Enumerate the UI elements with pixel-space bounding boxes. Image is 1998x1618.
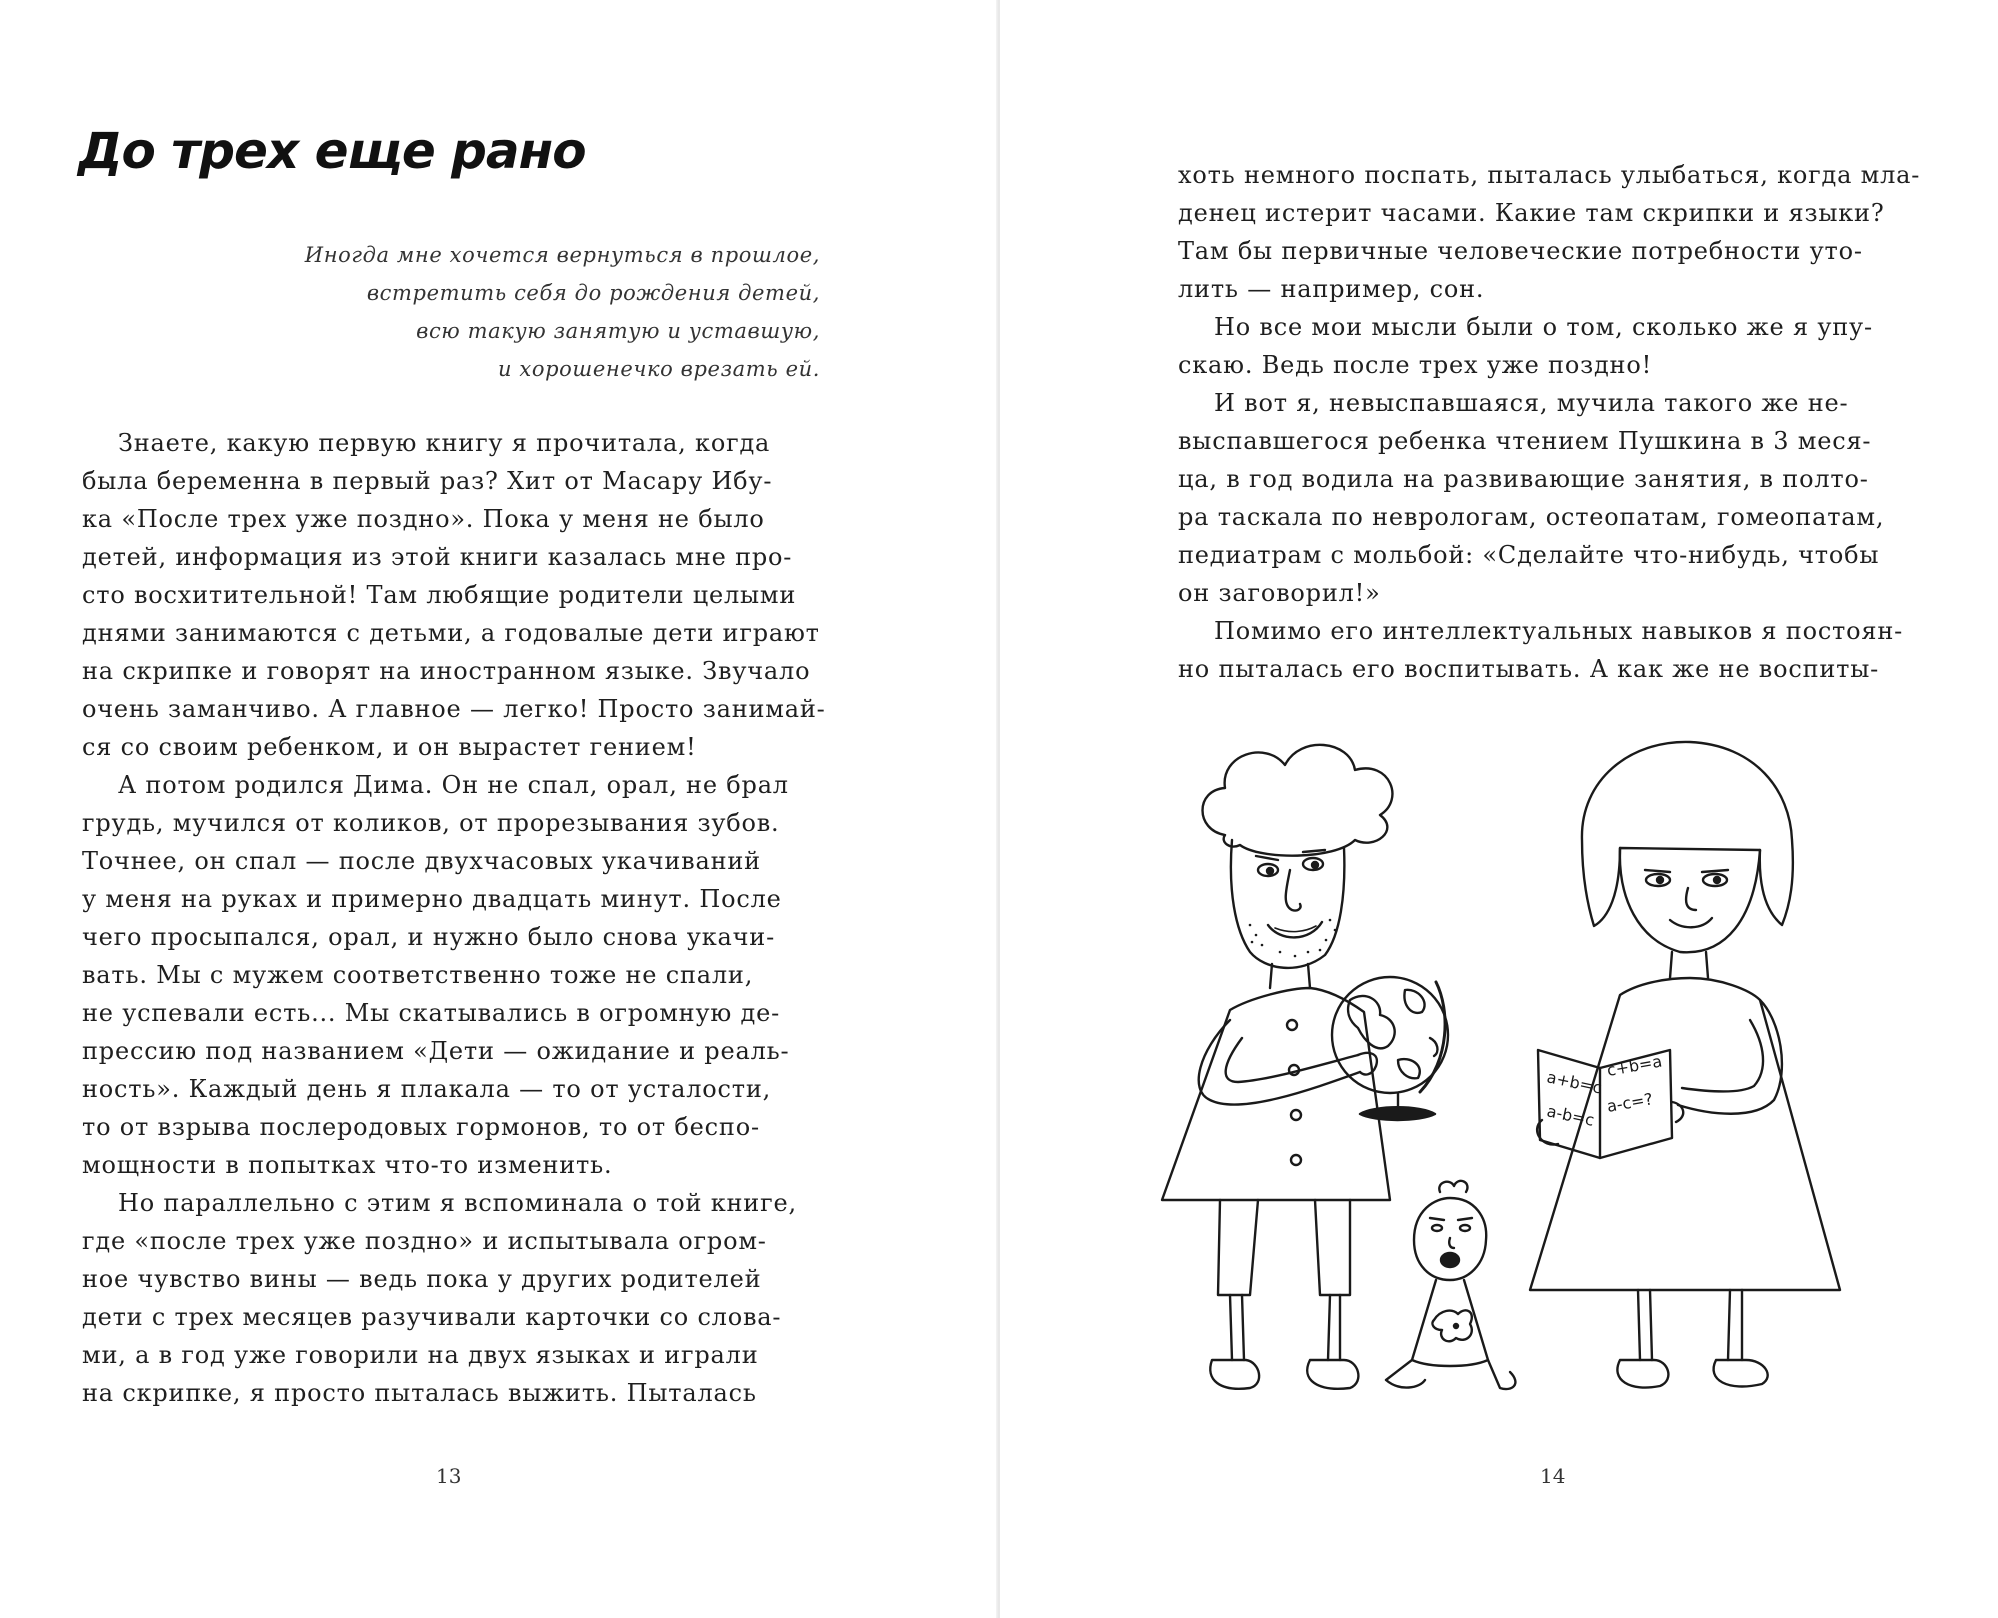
text-line: на скрипке, я просто пыталась выжить. Пыталась <box>82 1379 757 1407</box>
text-line: А потом родился Дима. Он не спал, орал, не брал <box>118 771 789 799</box>
text-line: Точнее, он спал — после двухчасовых укачиваний <box>82 847 761 875</box>
text-line: Там бы первичные человеческие потребности уто- <box>1178 237 1863 265</box>
epigraph-line: и хорошенечко врезать ей. <box>498 357 820 381</box>
text-line: была беременна в первый раз? Хит от Масару Ибу- <box>82 467 773 495</box>
book-equation: a-c=? <box>1605 1089 1655 1116</box>
chapter-title: До трех еще рано <box>78 122 586 180</box>
book-equation: a-b=c <box>1545 1101 1597 1130</box>
text-line: ра таскала по неврологам, остеопатам, гомеопатам, <box>1178 503 1885 531</box>
father-figure <box>1162 745 1392 1389</box>
text-line: где «после трех уже поздно» и испытывала огром- <box>82 1227 767 1255</box>
text-line: прессию под названием «Дети — ожидание и реаль- <box>82 1037 790 1065</box>
family-illustration <box>1150 720 1870 1420</box>
text-line: Но все мои мысли были о том, сколько же я упу- <box>1214 313 1873 341</box>
baby-figure <box>1386 1181 1515 1389</box>
page-number: 13 <box>436 1464 462 1488</box>
text-line: вать. Мы с мужем соответственно тоже не спали, <box>82 961 754 989</box>
left-page <box>0 0 998 1618</box>
text-line: И вот я, невыспавшаяся, мучила такого же не- <box>1214 389 1849 417</box>
text-line: хоть немного поспать, пыталась улыбаться, когда мла- <box>1178 161 1921 189</box>
epigraph-line: Иногда мне хочется вернуться в прошлое, <box>304 243 820 267</box>
page-number: 14 <box>1540 1464 1566 1488</box>
right-page <box>1000 0 1998 1618</box>
text-line: скаю. Ведь после трех уже поздно! <box>1178 351 1653 379</box>
text-line: ка «После трех уже поздно». Пока у меня не было <box>82 505 765 533</box>
text-line: ность». Каждый день я плакала — то от усталости, <box>82 1075 772 1103</box>
text-line: очень заманчиво. А главное — легко! Просто занимай- <box>82 695 826 723</box>
text-line: детей, информация из этой книги казалась мне про- <box>82 543 793 571</box>
text-line: Но параллельно с этим я вспоминала о той книге, <box>118 1189 797 1217</box>
text-line: грудь, мучился от коликов, от прорезывания зубов. <box>82 809 780 837</box>
text-line: ся со своим ребенком, и он вырастет гением! <box>82 733 697 761</box>
text-line: педиатрам с мольбой: «Сделайте что-нибудь, чтобы <box>1178 541 1880 569</box>
text-line: днями занимаются с детьми, а годовалые дети играют <box>82 619 820 647</box>
right-body-text <box>1178 156 1921 688</box>
book-equation: a+b=c <box>1545 1067 1604 1098</box>
text-line: мощности в попытках что-то изменить. <box>82 1151 613 1179</box>
text-line: ми, а в год уже говорили на двух языках и играли <box>82 1341 759 1369</box>
text-line: у меня на руках и примерно двадцать минут. После <box>82 885 782 913</box>
book-equation: c+b=a <box>1605 1051 1664 1080</box>
text-line: дети с трех месяцев разучивали карточки со слова- <box>82 1303 782 1331</box>
text-line: чего просыпался, орал, и нужно было снова укачи- <box>82 923 775 951</box>
text-line: он заговорил!» <box>1178 579 1381 607</box>
text-line: Помимо его интеллектуальных навыков я постоян- <box>1214 617 1904 645</box>
text-line: лить — например, сон. <box>1178 275 1485 303</box>
text-line: ца, в год водила на развивающие занятия, в полто- <box>1178 465 1869 493</box>
text-line: на скрипке и говорят на иностранном языке. Звучало <box>82 657 811 685</box>
left-body-text <box>82 424 826 1412</box>
text-line: но пыталась его воспитывать. А как же не воспиты- <box>1178 655 1880 683</box>
text-line: то от взрыва послеродовых гормонов, то от беспо- <box>82 1113 760 1141</box>
text-line: Знаете, какую первую книгу я прочитала, когда <box>118 429 771 457</box>
epigraph-line: встретить себя до рождения детей, <box>366 281 820 305</box>
text-line: сто восхитительной! Там любящие родители целыми <box>82 581 797 609</box>
globe-drawing <box>1332 977 1448 1120</box>
epigraph-line: всю такую занятую и уставшую, <box>416 319 820 343</box>
text-line: денец истерит часами. Какие там скрипки и языки? <box>1178 199 1885 227</box>
text-line: не успевали есть... Мы скатывались в огромную де- <box>82 999 780 1027</box>
epigraph <box>220 236 820 388</box>
text-line: выспавшегося ребенка чтением Пушкина в 3 меся- <box>1178 427 1872 455</box>
text-line: ное чувство вины — ведь пока у других родителей <box>82 1265 762 1293</box>
mother-figure <box>1530 742 1840 1388</box>
